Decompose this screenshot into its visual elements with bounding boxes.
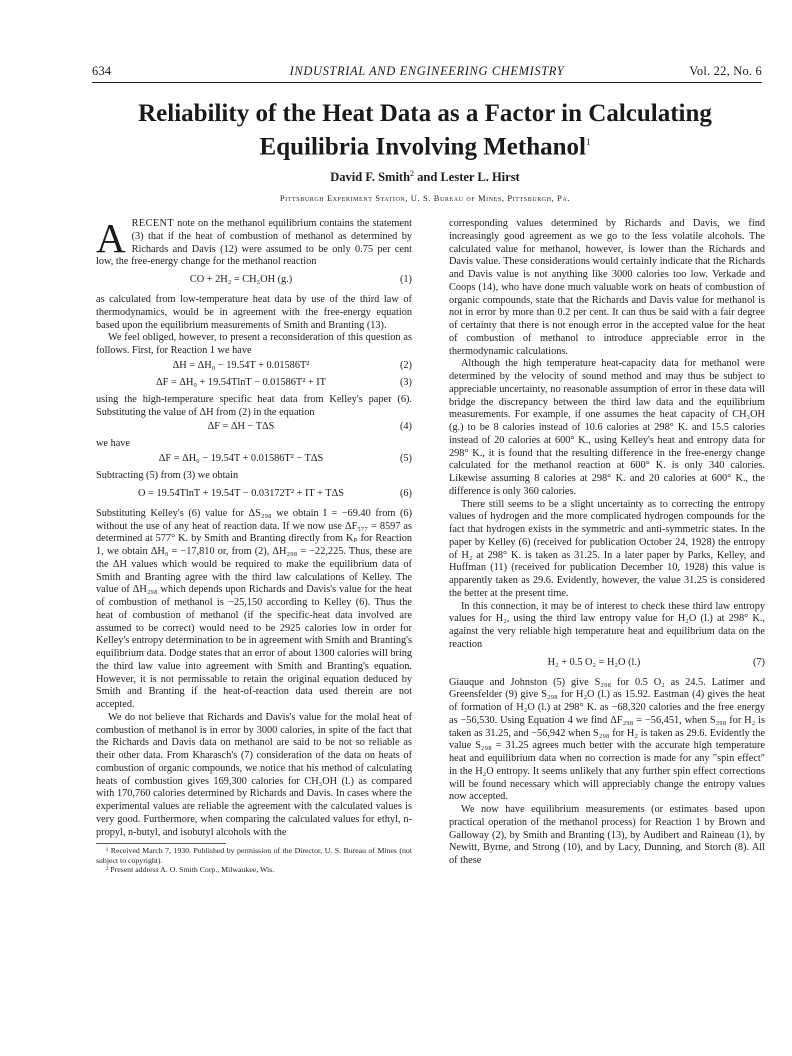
equation-number: (5): [399, 453, 412, 464]
equation-4: [96, 421, 412, 436]
running-header: [92, 64, 762, 82]
title-line-1: Reliability of the Heat Data as a Factor in Calculating: [138, 100, 712, 127]
paragraph: Substituting Kelley's (6) value for ΔS₂₉₈ we obtain I = −69.40 from (6) without the use of any heat of reaction data. If we now use ΔF₅₇₇ = 8597 as determined at 577° K. by Smith and Branting directly from Kₚ for Reaction 1, we obtain ΔH₀ = −17,810 or, from (2), ΔH₂₉₈ = −22,225. Thus, these are the ΔH values which would be required to make the equilibrium data of Smith and Branting agree with the third law calculations of Kelley. The value of ΔH₂₉₈ which depends upon Richards and Davis's value for the heat of combustion of methanol is −25,150 according to Kelley (6). Thus the heat of combustion of methanol (if the specific-heat data involved are assumed to be correct) would need to be 2925 calories low in order for Kelley's entropy determination to be in agreement with Smith and Branting's equilibrium data. Dodge states that an error of about 1300 calories will bring the third law value into agreement with Smith and Branting's equation. However, it is not permissable to retain the original equation deduced by Smith and Branting if the heat-of-reaction data used therein are not accepted.: [96, 507, 412, 710]
title-footnote-mark: 1: [585, 137, 591, 147]
equation-text: H₂ + 0.5 O₂ = H₂O (l.): [547, 656, 641, 668]
equation-6: [96, 488, 412, 503]
equation-number: (4): [399, 421, 412, 433]
footnote-1: ¹ Received March 7, 1930. Published by permission of the Director, U. S. Bureau of Mines (not subject to copyright).: [96, 846, 412, 865]
equation-text: CO + 2H₂ = CH₃OH (g.): [189, 274, 293, 285]
paragraph: as calculated from low-temperature heat data by use of the third law of thermodynamics, would be in agreement with the free-energy equation based upon the equilibrium measurements of Smith and Branting (13).: [96, 294, 412, 331]
equation-1: [96, 274, 412, 289]
paragraph: Although the high temperature heat-capacity data for methanol were determined by the velocity of sound method and may thus be subject to appreciable uncertainty, no reasonable assumption of error in these data will bridge the discrepancy between the third law data and the equilibrium measurements. For example, if one assumes the heat capacity of CH₃OH (g.) to be 8 calories instead of 10.6 calories at 298° K. and 15.5 calories instead of 20 calories at 600° K., using Kelley's heat and entropy data for 298° K., it is found that the resulting difference in the free-energy change calculated for the methanol reaction at 600° K. is only 340 calories. Likewise assuming 8 calories at 298° K. and 20 calories at 600° K., the difference is only 360 calories.: [449, 358, 765, 497]
paragraph: We feel obliged, however, to present a reconsideration of this question as follows. First, for Reaction 1 we have: [96, 332, 412, 356]
paragraph: We now have equilibrium measurements (or estimates based upon practical operation of the methanol process) for Reaction 1 by Brown and Galloway (2), by Smith and Branting (13), by Audibert and Raineau (1), by Newitt, Byrne, and Strong (10), and by Lacy, Dunning, and Storch (8). All of these: [449, 804, 765, 866]
first-word: RECENT: [131, 218, 175, 229]
equation-text: ΔF = ΔH − TΔS: [207, 421, 275, 433]
footnote-2: ² Present address A. O. Smith Corp., Milwaukee, Wis.: [106, 865, 275, 875]
equation-3: [96, 377, 412, 392]
equation-text: ΔF = ΔH₀ − 19.54T + 0.01586T² − TΔS: [158, 453, 324, 464]
paragraph: we have: [96, 438, 131, 450]
drop-cap: A: [96, 215, 126, 261]
author-hirst: Lester L. Hirst: [440, 170, 520, 185]
paragraph: In this connection, it may be of interest to check these third law entropy values for H₂, using the third law entropy value for H₂O (l.) at 298° K., against the very reliable high temperature heat and equilibrium data on the reaction: [449, 600, 765, 650]
equation-text: ΔF = ΔH₀ + 19.54TlnT − 0.01586T² + IT: [156, 376, 326, 388]
equation-2: [96, 360, 412, 375]
author-joiner: and: [414, 170, 441, 185]
paragraph: using the high-temperature specific heat data from Kelley's paper (6). Substituting the value of ΔH from (2) in the equation: [96, 393, 412, 418]
paragraph: [96, 215, 412, 269]
title-line-2: [80, 128, 770, 161]
page-number: 634: [92, 64, 112, 78]
equation-number: (3): [399, 376, 412, 388]
equation-text: ΔH = ΔH₀ − 19.54T + 0.01586T²: [172, 359, 310, 371]
article-title: [80, 99, 770, 161]
equation-number: (2): [399, 359, 412, 371]
equation-7: [449, 657, 765, 672]
equation-number: (1): [399, 274, 412, 285]
paragraph: Giauque and Johnston (5) give S₂₉₈ for 0.5 O₂ as 24.5. Latimer and Greensfelder (9) give S₂₉₈ for H₂O (l.) as 15.92. Eastman (4) gives the heat of formation of H₂O (l.) at 298° K. as −68,320 calories and the free energy as −56,530. Using Equation 4 we find ΔF₂₉₈ = −56,451, when S₂₉₈ for H₂ is taken as 31.25, and −56,942 when S₂₉₈ for H₂ is taken as 29.6. Evidently the value S₂₉₈ = 31.25 agrees much better with the accurate high temperature heat and equilibrium data when no correction is made for any "spin effect" in the H₂O entropy. It seems unlikely that any further spin effect corrections will be found necessary which will appreciably change the entropy values now accepted.: [449, 676, 765, 803]
title-line-2-text: Equilibria Involving Methanol: [259, 133, 586, 161]
journal-name: INDUSTRIAL AND ENGINEERING CHEMISTRY: [289, 64, 565, 78]
paragraph: There still seems to be a slight uncertainty as to correcting the entropy values of hydrogen and the more complicated hydrogen compounds for the fact that hydrogen exists in the symmetric and anti-symmetric states. In the paper by Kelley (6) (received for publication October 24, 1928) the entropy of H₂ at 298° K. is taken as 31.25. In a later paper by Parks, Kelley, and Huffman (11) (received for publication December 10, 1928) this value is apparently taken as 29.6. Evidently, however, the value 31.25 is considered the better at the present time.: [449, 498, 765, 599]
header-rule: [92, 82, 762, 83]
equation-text: O = 19.54TlnT + 19.54T − 0.03172T² + IT + TΔS: [138, 487, 344, 499]
equation-number: (7): [752, 656, 765, 668]
paragraph: Subtracting (5) from (3) we obtain: [96, 470, 239, 481]
paragraph: We do not believe that Richards and Davis's value for the molal heat of combustion of methanol is in error by 3000 calories, in spite of the fact that the Richards and Davis data on methanol are said to be not so reliable as their other data. From Kharasch's (7) consideration of the data on heats of combustion of organic compounds, we notice that his method of calculating heats of combustion gives 169,300 calories for CH₃OH (l.) as compared with 170,760 calories determined by Richards and Davis. In cases where the experimental values are reliable the agreement with the calculated values is very good. Furthermore, when comparing the calculated values for ethyl, n-propyl, n-butyl, and isobutyl alcohols with the: [96, 711, 412, 838]
author-smith: David F. Smith: [330, 170, 411, 185]
affiliation: Pittsburgh Experiment Station, U. S. Bureau of Mines, Pittsburgh, Pa.: [279, 193, 571, 203]
author-line: [80, 169, 770, 185]
paragraph: corresponding values determined by Richards and Davis, we find increasingly good agreement as we go to the less volatile alcohols. The calculated value for methanol, however, is lower than the Richards and Davis value. These considerations would certainly indicate that the Richards and Davis value is not anything like 3000 calories too low. Verkade and Coops (14), who have done much valuable work on heats of combustion of organic compounds, state that the Richards and Davis value for methanol is not in error by more than 0.2 per cent. It can thus be said with a fair degree of certainty that there is not enough error in the accepted value for the heat of combustion of methanol to introduce appreciable error in the thermodynamic calculations.: [449, 218, 765, 357]
equation-5: [96, 453, 412, 468]
right-column: [449, 218, 765, 868]
paragraph-text: note on the methanol equilibrium contains the statement (3) that if the heat of combustion of methanol as determined by Richards and Davis (12) were assumed to be only 0.75 per cent low, the free-energy change for the methanol reaction: [96, 218, 412, 268]
author-footnote-mark: 2: [410, 169, 415, 178]
left-column: [96, 215, 412, 875]
equation-number: (6): [399, 487, 412, 499]
volume-issue: Vol. 22, No. 6: [689, 64, 762, 78]
